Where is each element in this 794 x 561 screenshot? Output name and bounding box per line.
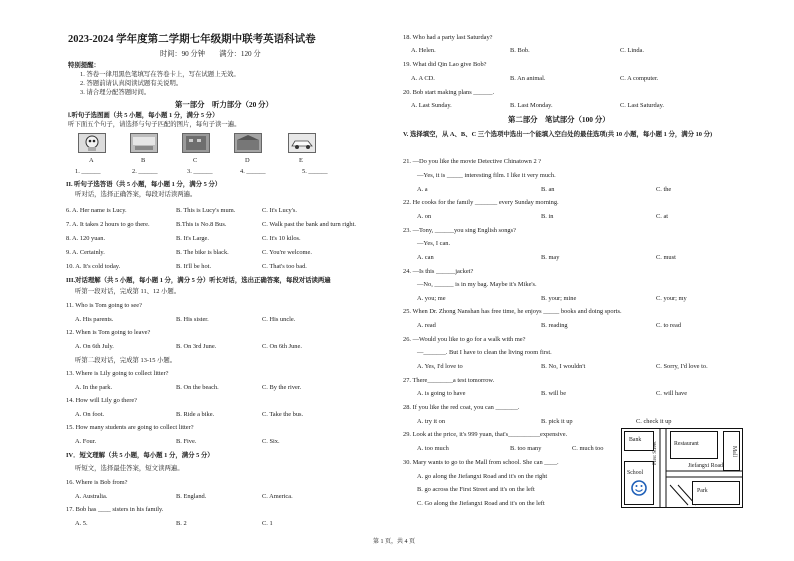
option-a: A. Yes, I'd love to: [417, 363, 463, 370]
option-b: B. your; mine: [541, 295, 577, 302]
option-c: C. much too: [572, 445, 604, 452]
option-b: B. 2: [176, 520, 187, 527]
exam-info: 时间：90 分钟 满分：120 分: [160, 50, 261, 58]
option-c: C. check it up: [636, 418, 672, 425]
option-a: A. is going to have: [417, 390, 466, 397]
question-text: 28. If you like the red coat, you can _______.: [403, 404, 520, 411]
map-label: Jiefangxi Road: [688, 463, 723, 469]
option-a: A. His parents.: [75, 316, 114, 323]
option-b: B. This is Lucy's mum.: [176, 207, 236, 214]
option-c: C. It's Lucy's.: [262, 207, 297, 214]
option-a: A. on: [417, 213, 432, 220]
option-c: C. Six.: [262, 438, 280, 445]
picture-d: [234, 133, 262, 153]
option-b: B. The bike is black.: [176, 249, 229, 256]
option-b: B. in: [541, 213, 554, 220]
section-3-intro: 听第一段对话，完成第 11、12 小题。: [75, 288, 181, 295]
option-b: B. pick it up: [541, 418, 573, 425]
option-b: B. an: [541, 186, 555, 193]
question-text: 24. —Is this ______jacket?: [403, 268, 474, 275]
picture-b: [130, 133, 158, 153]
map-label: First Street: [652, 441, 658, 465]
option-a: A. try it on: [417, 418, 446, 425]
option-b: B. too many: [510, 445, 542, 452]
tip-item: 1. 答卷一律用黑色笔填写在答卷卡上，写在试题上无效。: [80, 71, 240, 78]
option-c: C. to read: [656, 322, 682, 329]
answer-blank: 4. ______: [240, 168, 266, 175]
section-1-heading: Ⅰ.听句子选图画（共 5 小题，每小题 1 分，满分 5 分）: [68, 112, 219, 119]
shop-icon: [235, 134, 261, 152]
answer-blank: 2. ______: [132, 168, 158, 175]
option-a: A. a: [417, 186, 428, 193]
tip-item: 3. 请合理分配答题时间。: [80, 89, 151, 96]
option-b: B. Last Monday.: [510, 102, 553, 109]
option-b: B. His sister.: [176, 316, 209, 323]
option-a: A. In the park.: [75, 384, 113, 391]
question-text: 16. Where is Bob from?: [66, 479, 128, 486]
option-c: C. On 6th June.: [262, 343, 302, 350]
option-b: B. may: [541, 254, 560, 261]
question-text: 20. Bob start making plans ______.: [403, 89, 495, 96]
tips-heading: 特别提醒：: [68, 62, 100, 69]
option-c: C. By the river.: [262, 384, 302, 391]
option-b: B. Ride a bike.: [176, 411, 215, 418]
option-a: A. Australia.: [75, 493, 108, 500]
option-c: C. at: [656, 213, 669, 220]
option-a: A. too much: [417, 445, 449, 452]
option-b: B. Bob.: [510, 47, 530, 54]
option-b: B. reading: [541, 322, 568, 329]
option-c: C. Go along the Jiefangxi Road and it's on the left: [417, 500, 545, 507]
picture-car: [288, 133, 316, 153]
map-label: School: [627, 470, 644, 476]
picture-letter: D: [245, 157, 250, 164]
option-c: C. Take the bus.: [262, 411, 304, 418]
option-a: A. go along the Jiefangxi Road and it's on the right: [417, 473, 548, 480]
question-text: 13. Where is Lily going to collect litter?: [66, 370, 169, 377]
option-b: B.This is No.8 Bus.: [176, 221, 227, 228]
option-c: C. You're welcome.: [262, 249, 312, 256]
picture-letter: A: [89, 157, 94, 164]
map-label: Mall: [731, 446, 737, 457]
option-a: A. On foot.: [75, 411, 105, 418]
option-b: B. It's Large.: [176, 235, 209, 242]
question-text: 18. Who had a party last Saturday?: [403, 34, 493, 41]
answer-blank: 5. ______: [302, 168, 328, 175]
question-text: 22. He cooks for the family _______ every Sunday morning.: [403, 199, 559, 206]
picture-c: [182, 133, 210, 153]
option-a: A. read: [417, 322, 436, 329]
section-4-instruction: 听短文，选择最佳答案，短文读两遍。: [75, 465, 184, 472]
question-text: 21. —Do you like the movie Detective Chinatown 2 ?: [403, 158, 542, 165]
option-a: A. you; me: [417, 295, 446, 302]
option-a: 8. A. 120 yuan.: [66, 235, 106, 242]
question-text: 29. Look at the price, it's 999 yuan, that's__________expensive.: [403, 431, 568, 438]
street-map: [621, 428, 743, 508]
section-2-instruction: 听对话，选择正确答案，每段对话读两遍。: [75, 191, 197, 198]
page-number: 第 1 页，共 4 页: [373, 539, 416, 545]
option-c: C. Walk past the bank and turn right.: [262, 221, 356, 228]
option-a: A. Helen.: [411, 47, 436, 54]
option-a: 7. A. It takes 2 hours to go there.: [66, 221, 150, 228]
question-text: 23. —Tony, ______you sing English songs?: [403, 227, 516, 234]
section-4-heading: IV．短文理解（共 5 小题，每小题 1 分，满分 5 分）: [66, 452, 214, 459]
option-b: B. No, I wouldn't: [541, 363, 586, 370]
picture-robot: [78, 133, 106, 153]
option-a: A. On 6th July.: [75, 343, 114, 350]
question-text: 15. How many students are going to collect litter?: [66, 424, 194, 431]
question-text: 27. There________a test tomorrow.: [403, 377, 495, 384]
option-c: C. the: [656, 186, 672, 193]
section-2-heading: II. 听句子选答语（共 5 小题，每小题 1 分，满分 5 分）: [66, 181, 222, 188]
building-icon: [183, 134, 209, 152]
question-line: —_______. But I have to clean the living room first.: [417, 349, 552, 356]
option-c: C. That's too bad.: [262, 263, 307, 270]
option-c: C. Sorry, I'd love to.: [656, 363, 708, 370]
part2-heading: 第二部分 笔试部分（100 分）: [508, 115, 610, 124]
tip-item: 2. 答题前请认真阅读试题有关说明。: [80, 80, 183, 87]
map-label: Bank: [629, 437, 642, 443]
section-1-instruction: 听下面五个句子，请选择与句子匹配的图片，每句子读一遍。: [68, 121, 241, 128]
option-c: C. It's 10 kilos.: [262, 235, 301, 242]
question-text: 11. Who is Tom going to see?: [66, 302, 142, 309]
section-3-intro: 听第二段对话，完成第 13-15 小题。: [75, 357, 177, 364]
option-a: A. Last Sunday.: [411, 102, 452, 109]
answer-blank: 3. ______: [187, 168, 213, 175]
robot-icon: [79, 134, 105, 152]
question-text: 26. —Would you like to go for a walk with me?: [403, 336, 526, 343]
section-5-heading: V. 选择填空，从 A、B、C 三个选项中选出一个能填入空白处的最佳选项(共 10 小题，每小题 1 分，满分 10 分): [403, 131, 713, 138]
option-a: 10. A. It's cold today.: [66, 263, 121, 270]
option-b: B. Five.: [176, 438, 197, 445]
option-b: B. go across the First Street and it's on the left: [417, 486, 535, 493]
picture-letter: C: [193, 157, 198, 164]
option-b: B. It'll be hot.: [176, 263, 212, 270]
option-c: C. America.: [262, 493, 293, 500]
question-text: 30. Mary wants to go to the Mall from school. She can ____.: [403, 459, 559, 466]
option-c: C. His uncle.: [262, 316, 296, 323]
option-b: B. On the beach.: [176, 384, 219, 391]
option-a: A. 5.: [75, 520, 88, 527]
question-line: —Yes, it is _____ interesting film. I like it very much.: [417, 172, 556, 179]
option-b: B. England.: [176, 493, 207, 500]
option-c: C. A computer.: [620, 75, 659, 82]
question-text: 12. When is Tom going to leave?: [66, 329, 151, 336]
page-title: 2023-2024 学年度第二学期七年级期中联考英语科试卷: [68, 34, 316, 45]
picture-letter: E: [299, 157, 303, 164]
map-park: [692, 481, 740, 505]
classroom-icon: [131, 134, 157, 152]
option-a: 6. A. Her name is Lucy.: [66, 207, 127, 214]
option-c: C. Linda.: [620, 47, 644, 54]
picture-letter: B: [141, 157, 146, 164]
question-text: 14. How will Lily go there?: [66, 397, 137, 404]
option-c: C. your; my: [656, 295, 687, 302]
section-3-heading: III.对话理解（共 5 小题，每小题 1 分，满分 5 分）听长对话，选出正确答案，每段对话读两遍: [66, 277, 331, 284]
option-a: A. A CD.: [411, 75, 435, 82]
question-text: 25. When Dr. Zhong Nanshan has free time, he enjoys _____ books and doing sports.: [403, 308, 622, 315]
option-c: C. will have: [656, 390, 688, 397]
question-line: —No, ______ is in my bag. Maybe it's Mike's.: [417, 281, 537, 288]
car-icon: [289, 134, 315, 152]
option-c: C. must: [656, 254, 676, 261]
option-b: B. will be: [541, 390, 567, 397]
question-line: —Yes, I can.: [417, 240, 451, 247]
part1-heading: 第一部分 听力部分（20 分）: [175, 100, 273, 109]
map-label: Park: [697, 488, 708, 494]
answer-blank: 1. ______: [75, 168, 101, 175]
option-a: 9. A. Certainly.: [66, 249, 105, 256]
option-c: C. Last Saturday.: [620, 102, 664, 109]
option-a: A. Four.: [75, 438, 97, 445]
question-text: 17. Bob has ____ sisters in his family.: [66, 506, 164, 513]
option-a: A. can: [417, 254, 434, 261]
option-b: B. On 3rd June.: [176, 343, 217, 350]
question-text: 19. What did Qin Lao give Bob?: [403, 61, 487, 68]
option-c: C. 1: [262, 520, 273, 527]
option-b: B. An animal.: [510, 75, 546, 82]
map-label: Restaurant: [674, 441, 699, 447]
